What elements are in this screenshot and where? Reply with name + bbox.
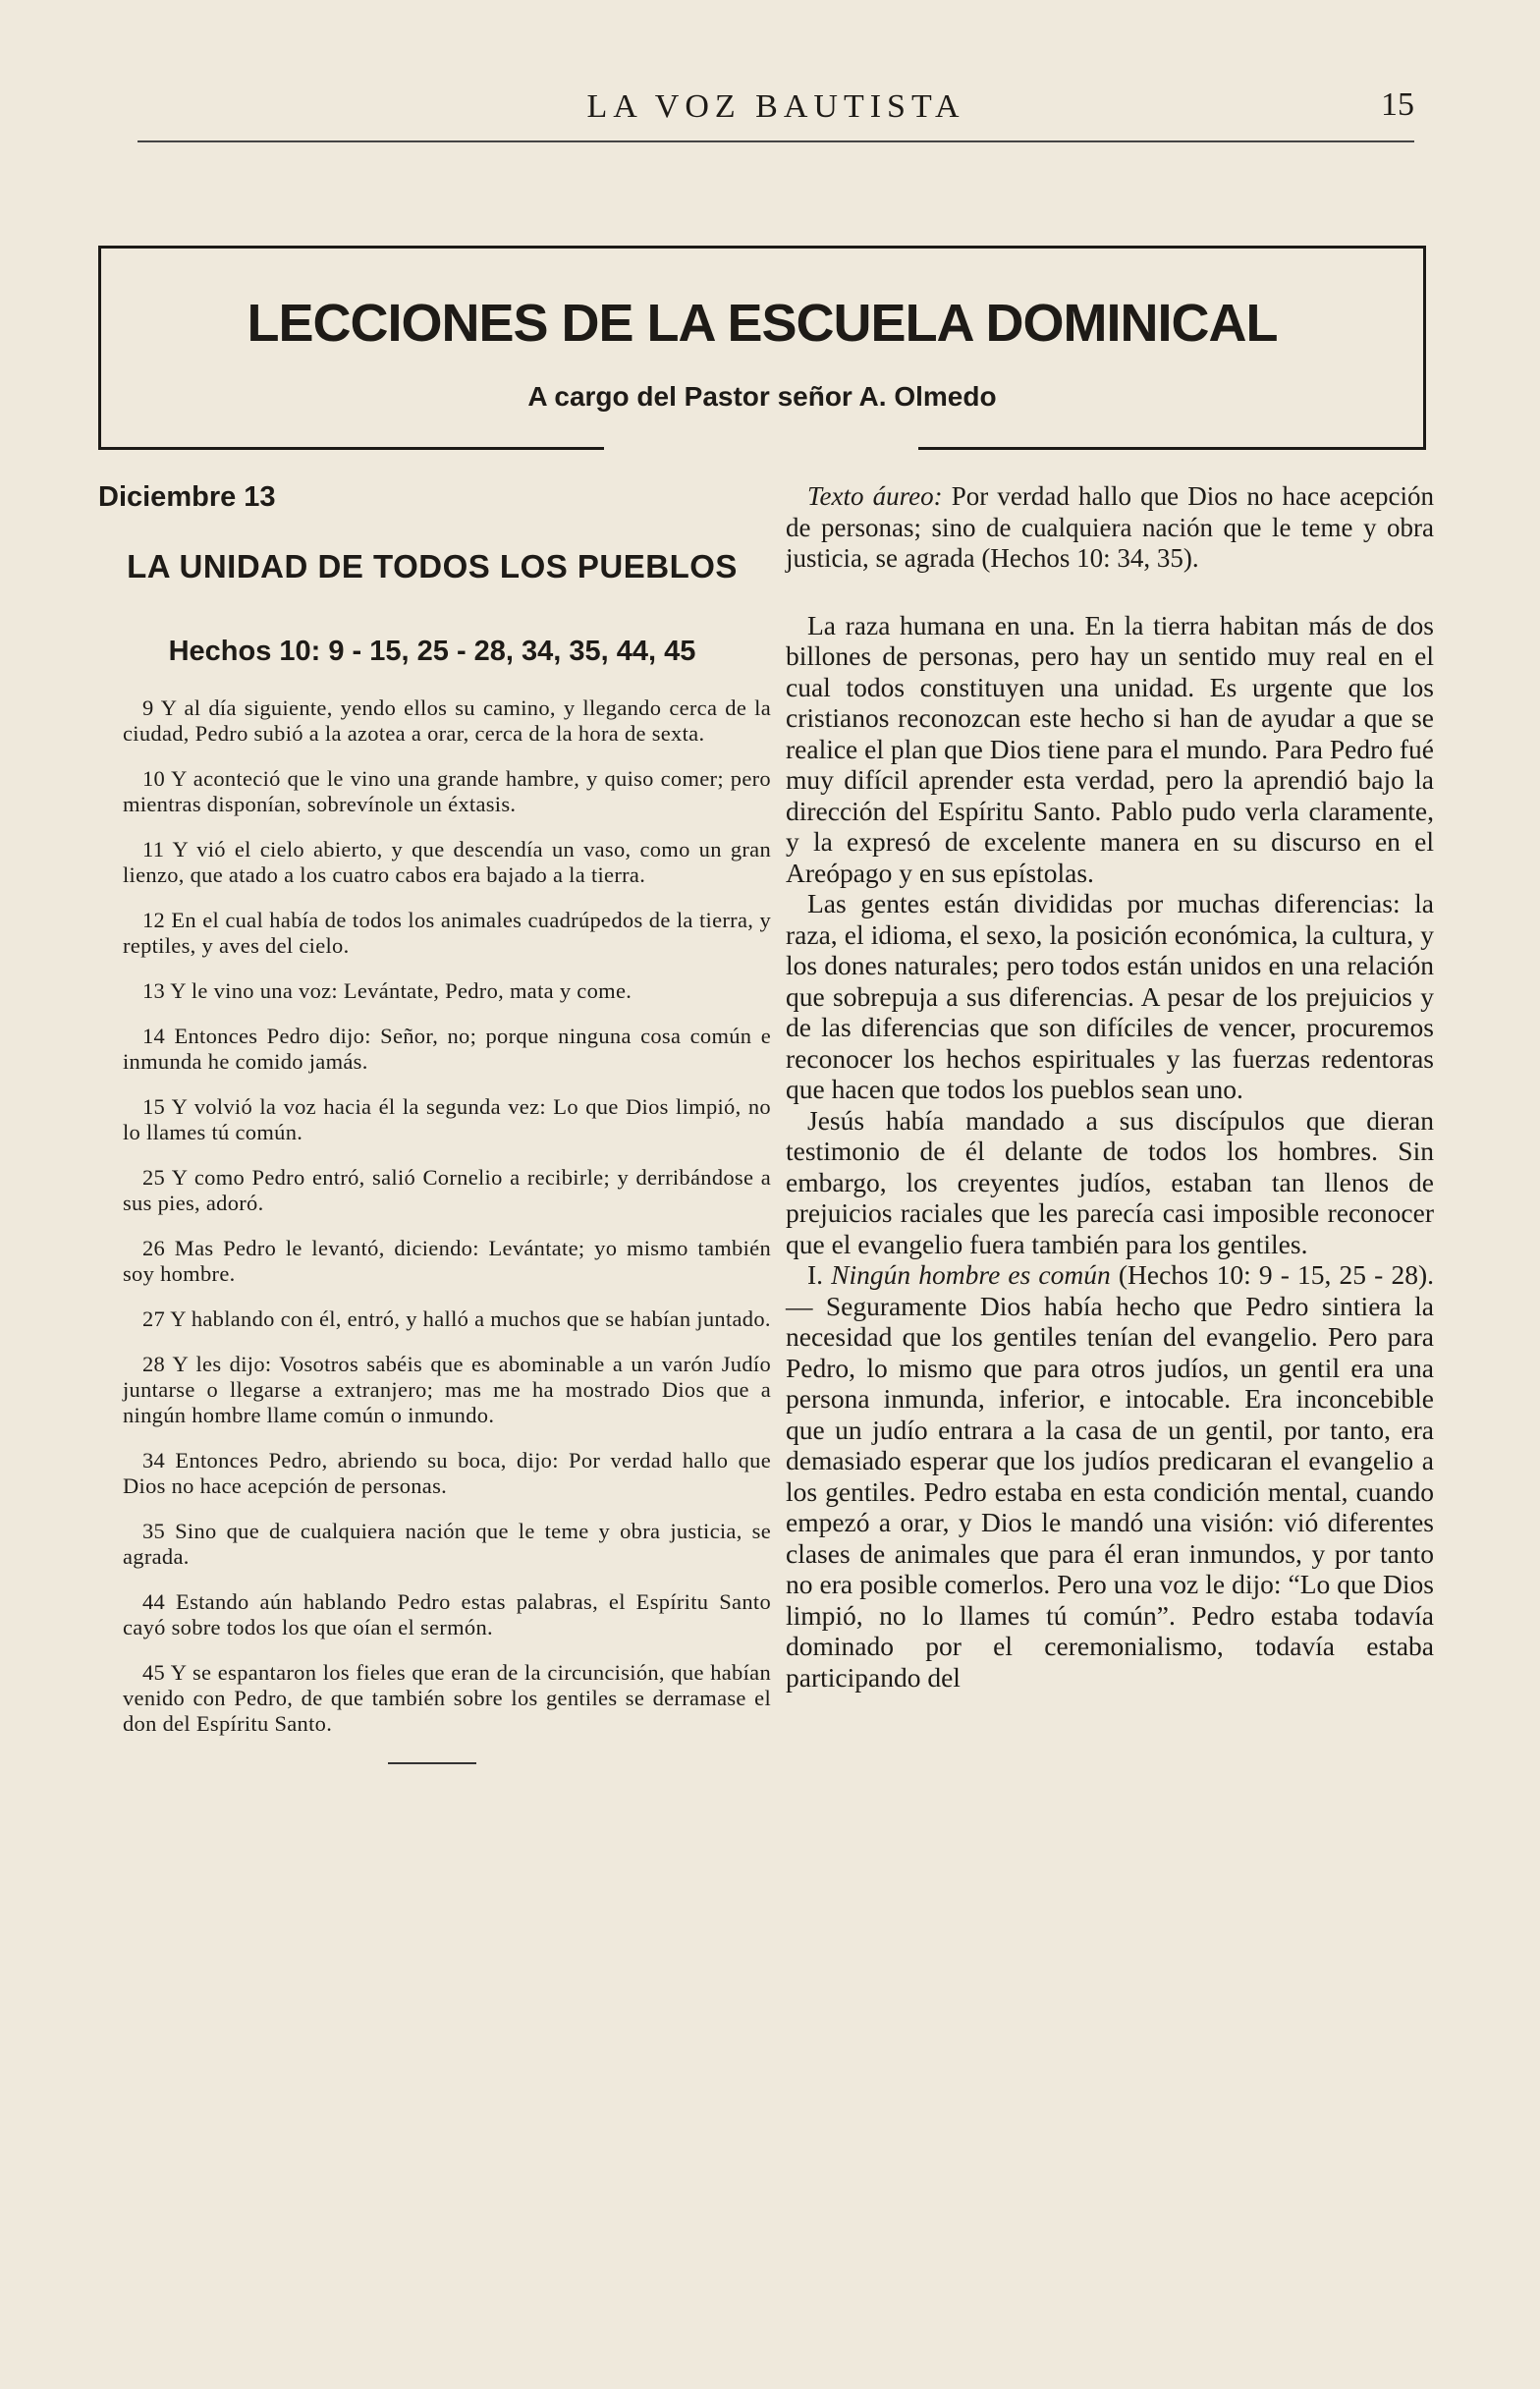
verse: 27 Y hablando con él, entró, y halló a muchos que se habían juntado. bbox=[142, 1306, 771, 1331]
golden-text-body: Por verdad hallo que Dios no hace acepción de personas; sino de cualquiera nación que le teme y obra justicia, se agrada (Hechos 10: 34, 35). bbox=[786, 481, 1434, 573]
verse: 13 Y le vino una voz: Levántate, Pedro, mata y come. bbox=[142, 978, 632, 1003]
lesson-date: Diciembre 13 bbox=[98, 481, 276, 513]
lesson-title: LA UNIDAD DE TODOS LOS PUEBLOS bbox=[127, 548, 738, 584]
running-header bbox=[138, 86, 1414, 136]
verse: 9 Y al día siguiente, yendo ellos su camino, y llegando cerca de la ciudad, Pedro subió a la azotea a orar, cerca de la hora de sexta. bbox=[123, 695, 771, 746]
commentary-section bbox=[786, 1259, 1434, 1693]
verse: 15 Y volvió la voz hacia él la segunda vez: Lo que Dios limpió, no lo llames tú común. bbox=[123, 1094, 771, 1144]
title-box-bottom-rule-right bbox=[918, 447, 1426, 450]
scripture-reference: Hechos 10: 9 - 15, 25 - 28, 34, 35, 44, 45 bbox=[168, 636, 696, 667]
section-number: I. bbox=[807, 1259, 824, 1290]
title-box-bottom-rule-left bbox=[98, 447, 604, 450]
verse: 14 Entonces Pedro dijo: Señor, no; porque ninguna cosa común e inmunda he comido jamás. bbox=[123, 1024, 771, 1074]
section-text: (Hechos 10: 9 - 15, 25 - 28). — Seguramente Dios había hecho que Pedro sintiera la necesidad que los gentiles tenían del evangelio. Pero para Pedro, lo mismo que para otros judíos, un gentil era una persona inmunda, inferior, e intocable. Era inconcebible que un judío entrara a la casa de un gentil, por tanto, era demasiado esperar que los judíos predicaran el evangelio a los gentiles. Pedro estaba en esta condición mental, cuando empezó a orar, y Dios le mandó una visión: vió diferentes clases de animales que para él eran inmundos, y por tanto no era posible comerlos. Pero una voz le dijo: “Lo que Dios limpió, no lo llames tú común”. Pedro estaba todavía dominado por el ceremonialismo, todavía estaba participando del bbox=[786, 1259, 1434, 1693]
section-heading: Ningún hombre es común bbox=[831, 1259, 1111, 1290]
commentary-column bbox=[786, 481, 1434, 1693]
header-rule bbox=[138, 140, 1414, 142]
running-title: LA VOZ BAUTISTA bbox=[586, 88, 965, 125]
verse: 34 Entonces Pedro, abriendo su boca, dijo: Por verdad hallo que Dios no hace acepción de personas. bbox=[123, 1448, 771, 1498]
commentary-paragraph: Jesús había mandado a sus discípulos que dieran testimonio de él delante de todos los hombres. Sin embargo, los creyentes judíos, estaban tan llenos de prejuicios raciales que les parecía casi imposible reconocer que el evangelio fuera también para los gentiles. bbox=[786, 1104, 1434, 1259]
end-rule bbox=[388, 1762, 476, 1764]
golden-text-label: Texto áureo: bbox=[807, 481, 943, 511]
verse: 12 En el cual había de todos los animales cuadrúpedos de la tierra, y reptiles, y aves del cielo. bbox=[123, 908, 771, 958]
title-box bbox=[98, 246, 1426, 452]
verse: 44 Estando aún hablando Pedro estas palabras, el Espíritu Santo cayó sobre todos los que oían el sermón. bbox=[123, 1589, 771, 1639]
verse: 28 Y les dijo: Vosotros sabéis que es abominable a un varón Judío juntarse o llegarse a extranjero; mas me ha mostrado Dios que a ningún hombre llame común o inmundo. bbox=[123, 1352, 771, 1427]
lesson-column bbox=[93, 481, 771, 1764]
golden-text bbox=[786, 481, 1434, 575]
page-number: 15 bbox=[1381, 86, 1414, 123]
verse: 11 Y vió el cielo abierto, y que descendía un vaso, como un gran lienzo, que atado a los cuatro cabos era bajado a la tierra. bbox=[123, 837, 771, 887]
verse: 45 Y se espantaron los fieles que eran de la circuncisión, que habían venido con Pedro, de que también sobre los gentiles se derramase el don del Espíritu Santo. bbox=[123, 1660, 771, 1736]
verse: 10 Y aconteció que le vino una grande hambre, y quiso comer; pero mientras disponían, sobrevínole un éxtasis. bbox=[123, 766, 771, 816]
section-subtitle: A cargo del Pastor señor A. Olmedo bbox=[527, 381, 997, 412]
section-title: LECCIONES DE LA ESCUELA DOMINICAL bbox=[247, 294, 1278, 353]
verse: 25 Y como Pedro entró, salió Cornelio a recibirle; y derribándose a sus pies, adoró. bbox=[123, 1165, 771, 1215]
commentary-paragraph: Las gentes están divididas por muchas diferencias: la raza, el idioma, el sexo, la posición económica, la cultura, y los dones naturales; pero todos están unidos en una relación que sobrepuja a sus diferencias. A pesar de los prejuicios y de las diferencias que son difíciles de vencer, procuremos reconocer los hechos espirituales y las fuerzas redentoras que hacen que todos los pueblos sean uno. bbox=[786, 888, 1434, 1104]
verse: 26 Mas Pedro le levantó, diciendo: Levántate; yo mismo también soy hombre. bbox=[123, 1236, 771, 1286]
commentary-paragraph: La raza humana en una. En la tierra habitan más de dos billones de personas, pero hay un sentido muy real en el cual todos constituyen una unidad. Es urgente que los cristianos reconozcan este hecho si han de ayudar a que se realice el plan que Dios tiene para el mundo. Para Pedro fué muy difícil aprender esta verdad, pero la aprendió bajo la dirección del Espíritu Santo. Pablo pudo verla claramente, y la expresó de excelente manera en su discurso en el Areópago y en sus epístolas. bbox=[786, 609, 1434, 888]
verse: 35 Sino que de cualquiera nación que le teme y obra justicia, se agrada. bbox=[123, 1519, 771, 1569]
